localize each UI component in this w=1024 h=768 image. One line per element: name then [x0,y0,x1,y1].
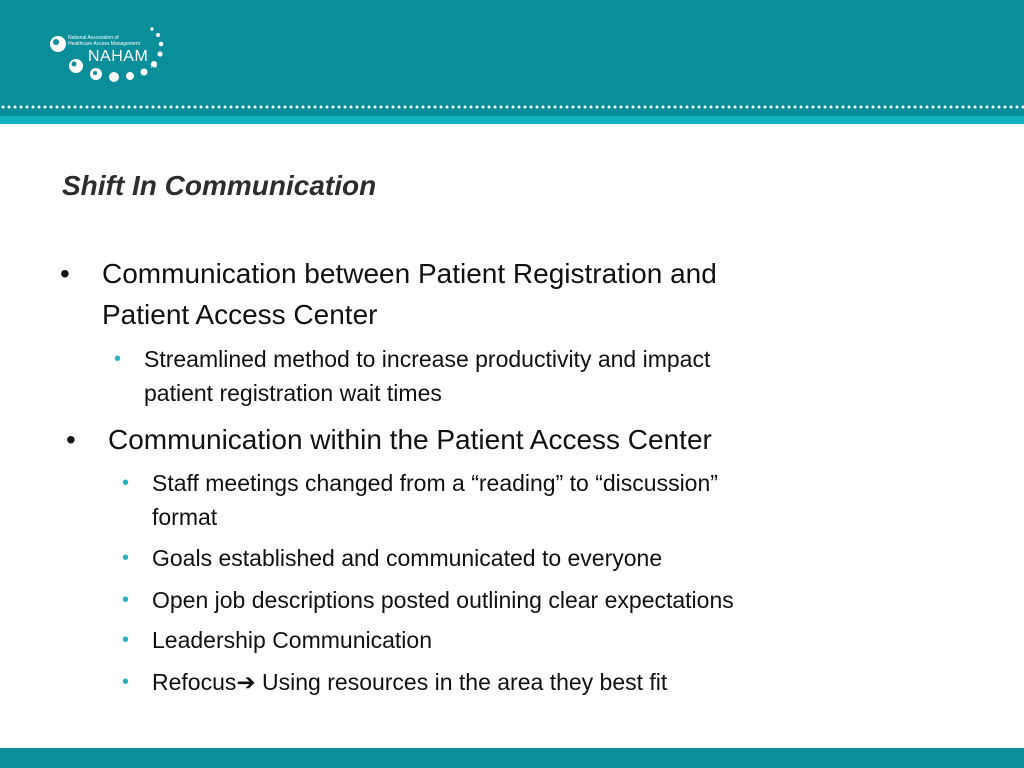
bullet-text-line: Communication between Patient Registration and [102,258,717,289]
logo-wordmark: NAHAM [88,48,149,65]
sub-bullet-icon: • [122,671,130,693]
naham-logo [46,26,176,96]
sub-bullet-text-line: patient registration wait times [144,380,442,406]
logo-trademark: TM [150,64,158,70]
refocus-detail: Using resources in the area they best fit [262,669,668,695]
bullet-icon: • [66,424,76,455]
sub-bullet-icon: • [114,348,122,370]
sub-bullet-text-line: Streamlined method to increase productivity and impact [144,346,711,372]
arrow-right-icon: ➔ [236,669,256,695]
bullet-text-line: Communication within the Patient Access Center [108,424,712,455]
bullet-icon: • [60,258,70,289]
sub-bullet-text-line: format [152,504,218,530]
logo-org-line-1: National Association of [68,35,119,41]
sub-bullet-text-line: Open job descriptions posted outlining clear expectations [152,587,734,613]
slide-title: Shift In Communication [62,170,377,201]
sub-bullet-text-line: Leadership Communication [152,627,432,653]
sub-bullet-icon: • [122,629,130,651]
header-bar [0,0,1024,124]
header-stripe [0,116,1024,124]
sub-bullet-icon: • [122,472,130,494]
sub-bullet-text-line: Goals established and communicated to everyone [152,545,663,571]
sub-bullet-text-line [152,666,667,699]
logo-org-name [68,35,158,47]
dotted-divider [0,104,1024,110]
sub-bullet-text-line: Staff meetings changed from a “reading” to “discussion” [152,470,718,496]
refocus-label: Refocus [152,669,237,695]
bullet-text-line: Patient Access Center [102,299,378,330]
footer-bar [0,748,1024,768]
sub-bullet-icon: • [122,547,130,569]
logo-org-line-2: Healthcare Access Management [68,41,140,47]
sub-bullet-icon: • [122,589,130,611]
